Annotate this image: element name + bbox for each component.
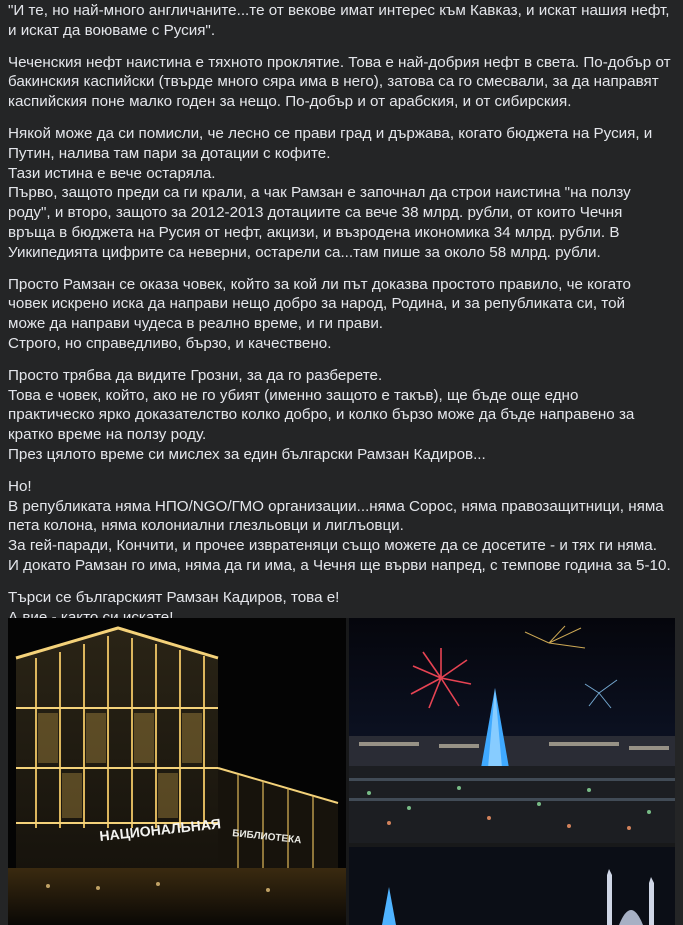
text-line: В републиката няма НПО/NGO/ГМО организации...няма Сорос, няма правозащитници, няма (8, 497, 664, 515)
text-line: бакинския каспийски (твърде много сяра има в него), затова са го смесвали, за да направят (8, 73, 659, 91)
text-line: пета колона, няма колониални глезльовци и лиглъовци. (8, 517, 404, 535)
text-line: Путин, налива там пари за дотации с кофите. (8, 144, 331, 162)
paragraph-6 (8, 477, 676, 576)
photo-national-library[interactable] (8, 618, 346, 925)
paragraph-3 (8, 124, 676, 263)
paragraph-4 (8, 275, 676, 354)
text-line: Тази истина е вече остаряла. (8, 164, 216, 182)
paragraph-2 (8, 53, 676, 112)
text-line: Чеченския нефт наистина е тяхното проклятие. Това е най-добрия нефт в света. По-добър от (8, 53, 671, 71)
library-photo-art (8, 618, 346, 925)
text-line: Просто трябва да видите Грозни, за да го разберете. (8, 366, 383, 384)
text-line: Уикипедията цифрите са неверни, остарели са...там пише за около 58 млрд. рубли. (8, 243, 601, 261)
text-line: връща в бюджета на Русия от нефт, акцизи, и възродена икономика 34 млрд. рубли. В (8, 223, 620, 241)
fireworks-photo-art (349, 618, 675, 843)
text-line: Просто Рамзан се оказа човек, който за кой ли път доказва простото правило, че когато (8, 275, 631, 293)
mosque-photo-art (349, 847, 675, 925)
paragraph-1 (8, 1, 676, 41)
text-line: Първо, защото преди са ги крали, а чак Рамзан е започнал да строи наистина "на ползу (8, 184, 631, 202)
text-line: И докато Рамзан го има, няма да ги има, а Чечня ще върви напред, с темпове година за 5-10. (8, 556, 671, 574)
text-line: Търси се българският Рамзан Кадиров, това е! (8, 588, 340, 606)
text-line: Това е човек, който, ако не го убият (именно защото е такъв), ще бъде още едно (8, 386, 579, 404)
text-line: роду", и второ, защото за 2012-2013 дотациите са вече 38 млрд. рубли, от които Чечня (8, 204, 623, 222)
photo-city-square-fireworks[interactable] (349, 618, 675, 843)
text-line: може да направи чудеса в реално време, и ги прави. (8, 315, 384, 333)
text-line: През цялото време си мислех за един български Рамзан Кадиров... (8, 445, 486, 463)
post-body (8, 0, 676, 639)
text-line: Някой може да си помисли, че лесно се прави град и държава, когато бюджета на Русия, и (8, 124, 653, 142)
library-sign-right: БИБЛИОТЕКА (231, 828, 302, 847)
photo-mosque-night[interactable] (349, 847, 675, 925)
text-line: човек искрено иска да направи нещо добро за народ, Родина, и за републиката си, той (8, 295, 626, 313)
text-line: Но! (8, 477, 32, 495)
text-line: За гей-паради, Кончити, и прочее извратеняци също можете да се досетите - и тях ги няма. (8, 537, 657, 555)
text-line: "И те, но най-много англичаните...те от векове имат интерес към Кавказ, и искат нашия нефт, (8, 2, 670, 19)
text-line: кратко време на ползу роду. (8, 426, 207, 444)
text-line: практическо ярко доказателство колко добро, и колко бързо може да бъде направено за (8, 406, 635, 424)
library-sign-left: НАЦИОНАЛЬНАЯ (98, 815, 222, 844)
paragraph-5 (8, 366, 676, 465)
text-line: Строго, но справедливо, бързо, и качествено. (8, 334, 332, 352)
photo-grid (8, 618, 675, 925)
text-line: и искат да воюваме с Русия". (8, 21, 216, 39)
text-line: каспийския поне малко годен за нещо. По-добър и от арабския, и от сибирския. (8, 93, 572, 111)
